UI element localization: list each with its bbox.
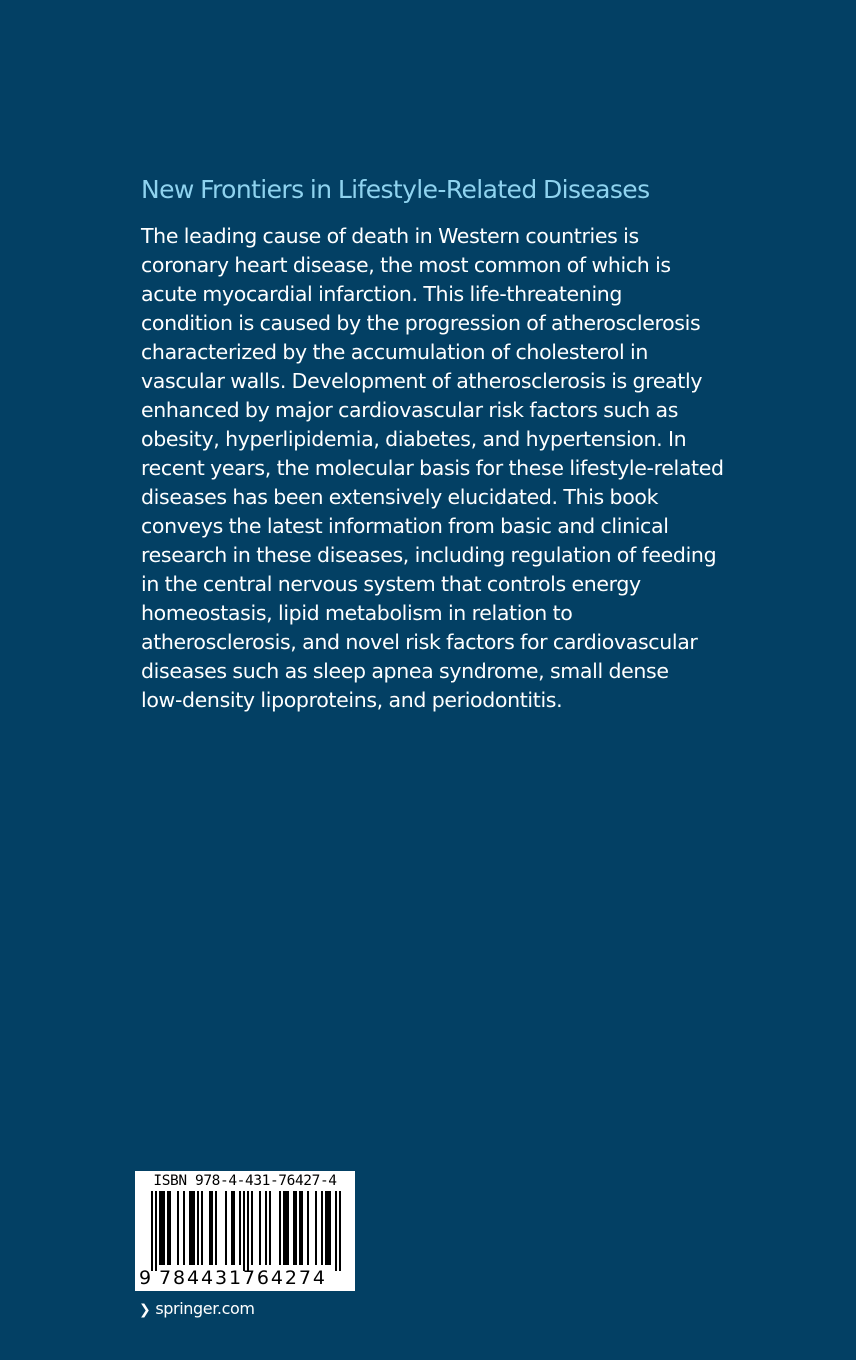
barcode-bars: [135, 1191, 355, 1271]
description-line: atherosclerosis, and novel risk factors for cardiovascular: [141, 630, 698, 654]
barcode-bar: [315, 1191, 317, 1265]
description-line: diseases such as sleep apnea syndrome, small dense: [141, 659, 669, 683]
description-line: conveys the latest information from basic and clinical: [141, 514, 669, 538]
barcode-bar: [193, 1191, 195, 1265]
barcode-bar: [239, 1191, 241, 1265]
barcode-guard-bar: [243, 1191, 245, 1271]
barcode-bar: [301, 1191, 303, 1265]
book-description: [141, 222, 741, 715]
description-line: research in these diseases, including regulation of feeding: [141, 543, 717, 567]
barcode-bar: [299, 1191, 301, 1265]
barcode-bar: [295, 1191, 297, 1265]
description-line: homeostasis, lipid metabolism in relation to: [141, 601, 573, 625]
description-line: condition is caused by the progression of atherosclerosis: [141, 311, 701, 335]
barcode-bar: [161, 1191, 163, 1265]
description-line: low-density lipoproteins, and periodontitis.: [141, 688, 563, 712]
barcode-bar: [201, 1191, 203, 1265]
barcode-bar: [211, 1191, 213, 1265]
barcode-bar: [191, 1191, 193, 1265]
ean-first-digit: 9: [139, 1267, 152, 1289]
barcode-bar: [159, 1191, 161, 1265]
barcode-guard-bar: [339, 1191, 341, 1271]
barcode-bar: [215, 1191, 217, 1265]
barcode-bar: [189, 1191, 191, 1265]
barcode-bar: [321, 1191, 323, 1265]
description-line: vascular walls. Development of atherosclerosis is greatly: [141, 369, 703, 393]
publisher-url: springer.com: [155, 1299, 255, 1318]
description-line: obesity, hyperlipidemia, diabetes, and hypertension. In: [141, 427, 687, 451]
publisher-link[interactable]: [139, 1298, 255, 1321]
barcode-bar: [293, 1191, 295, 1265]
description-line: acute myocardial infarction. This life-threatening: [141, 282, 623, 306]
isbn-label: ISBN 978-4-431-76427-4: [153, 1173, 337, 1189]
barcode-bar: [285, 1191, 287, 1265]
description-line: enhanced by major cardiovascular risk factors such as: [141, 398, 679, 422]
barcode-bar: [177, 1191, 179, 1265]
barcode-bar: [327, 1191, 329, 1265]
barcode-guard-bar: [151, 1191, 153, 1271]
barcode-bar: [167, 1191, 169, 1265]
barcode-bar: [169, 1191, 171, 1265]
barcode-guard-bar: [247, 1191, 249, 1271]
barcode-bar: [325, 1191, 327, 1265]
barcode-bar: [225, 1191, 227, 1265]
barcode-bar: [163, 1191, 165, 1265]
barcode-guard-bar: [155, 1191, 157, 1271]
description-line: characterized by the accumulation of cholesterol in: [141, 340, 648, 364]
barcode-guard-bar: [335, 1191, 337, 1271]
description-line: in the central nervous system that controls energy: [141, 572, 641, 596]
description-line: The leading cause of death in Western countries is: [141, 224, 639, 248]
barcode-bar: [183, 1191, 185, 1265]
book-title: New Frontiers in Lifestyle-Related Diseases: [141, 175, 650, 204]
barcode-bar: [287, 1191, 289, 1265]
barcode-bar: [197, 1191, 199, 1265]
barcode-bar: [283, 1191, 285, 1265]
barcode-bar: [279, 1191, 281, 1265]
chevron-right-icon: ❯: [139, 1302, 151, 1318]
barcode-bar: [233, 1191, 235, 1265]
description-line: diseases has been extensively elucidated. This book: [141, 485, 659, 509]
barcode-bar: [307, 1191, 309, 1265]
barcode-bar: [209, 1191, 211, 1265]
description-line: recent years, the molecular basis for these lifestyle-related: [141, 456, 724, 480]
barcode-bar: [259, 1191, 261, 1265]
barcode-bar: [265, 1191, 267, 1265]
ean-digits-group: 784431764274: [159, 1267, 327, 1289]
isbn-barcode: [135, 1171, 355, 1291]
barcode-bar: [329, 1191, 331, 1265]
description-line: coronary heart disease, the most common of which is: [141, 253, 671, 277]
barcode-bar: [269, 1191, 271, 1265]
barcode-bar: [231, 1191, 233, 1265]
barcode-bar: [251, 1191, 253, 1265]
